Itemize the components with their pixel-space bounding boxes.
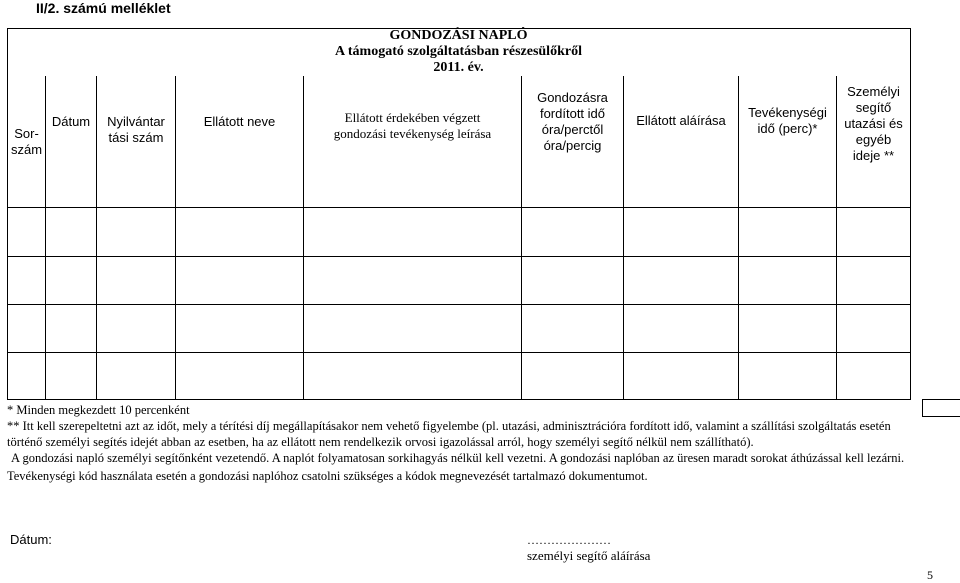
col-sorszam: Sor- szám [10, 126, 43, 157]
title-line-3: 2011. év. [433, 60, 484, 75]
title-line-1: GONDOZÁSI NAPLÓ [389, 28, 528, 43]
side-box [922, 399, 960, 417]
col-nyilvantartasi-szam: Nyilvántar tási szám [107, 114, 165, 145]
signature-label: személyi segítő aláírása [527, 548, 651, 563]
date-label: Dátum: [10, 532, 52, 547]
signature-line: ………………… [527, 533, 611, 547]
col-tevekenysegi-ido: Tevékenységi idő (perc)* [748, 105, 827, 136]
note-activity-code: Tevékenységi kód használata esetén a gondozási naplóhoz csatolni szükséges a kódok megnevezését tartalmazó dokumentumot. [7, 469, 648, 483]
note-double-asterisk: ** Itt kell szerepeltetni azt az időt, mely a térítési díj megállapításakor nem vehető figyelembe (pl. utazási, adminisztrációra fordított idő, valamint a szállítási szolgáltatás esetén történő személyi segítés idejét abban az esetben, ha az ellátott nem rendelkezik orvosi igazolással arról, hogy személyi segítő nélkül nem szállítható). [7, 419, 891, 449]
annex-label: II/2. számú melléklet [36, 0, 171, 16]
table-title [7, 28, 910, 76]
col-gondozasra-forditott-ido: Gondozásra fordított idő óra/perctől óra/percig [537, 90, 608, 153]
notes-section [7, 402, 910, 484]
note-log-rules: A gondozási napló személyi segítőnként vezetendő. A naplót folyamatosan sorkihagyás nélkül kell vezetni. A gondozási naplóban az üresen maradt sorokat áthúzással kell lezárni. [11, 451, 905, 465]
col-szemelyi-segito-utazasi-ideje: Személyi segítő utazási és egyéb ideje ** [844, 84, 903, 163]
col-ellatott-alairasa: Ellátott aláírása [636, 113, 726, 128]
note-asterisk: * Minden megkezdett 10 percenként [7, 403, 190, 417]
page-number: 5 [927, 568, 933, 582]
col-datum: Dátum [51, 114, 91, 129]
col-tevekenyseg-leirasa: Ellátott érdekében végzett gondozási tevékenység leírása [333, 110, 492, 141]
col-ellatott-neve: Ellátott neve [203, 114, 276, 129]
empty-table-rows [8, 208, 910, 399]
title-line-2: A támogató szolgáltatásban részesülőkről [335, 44, 582, 59]
